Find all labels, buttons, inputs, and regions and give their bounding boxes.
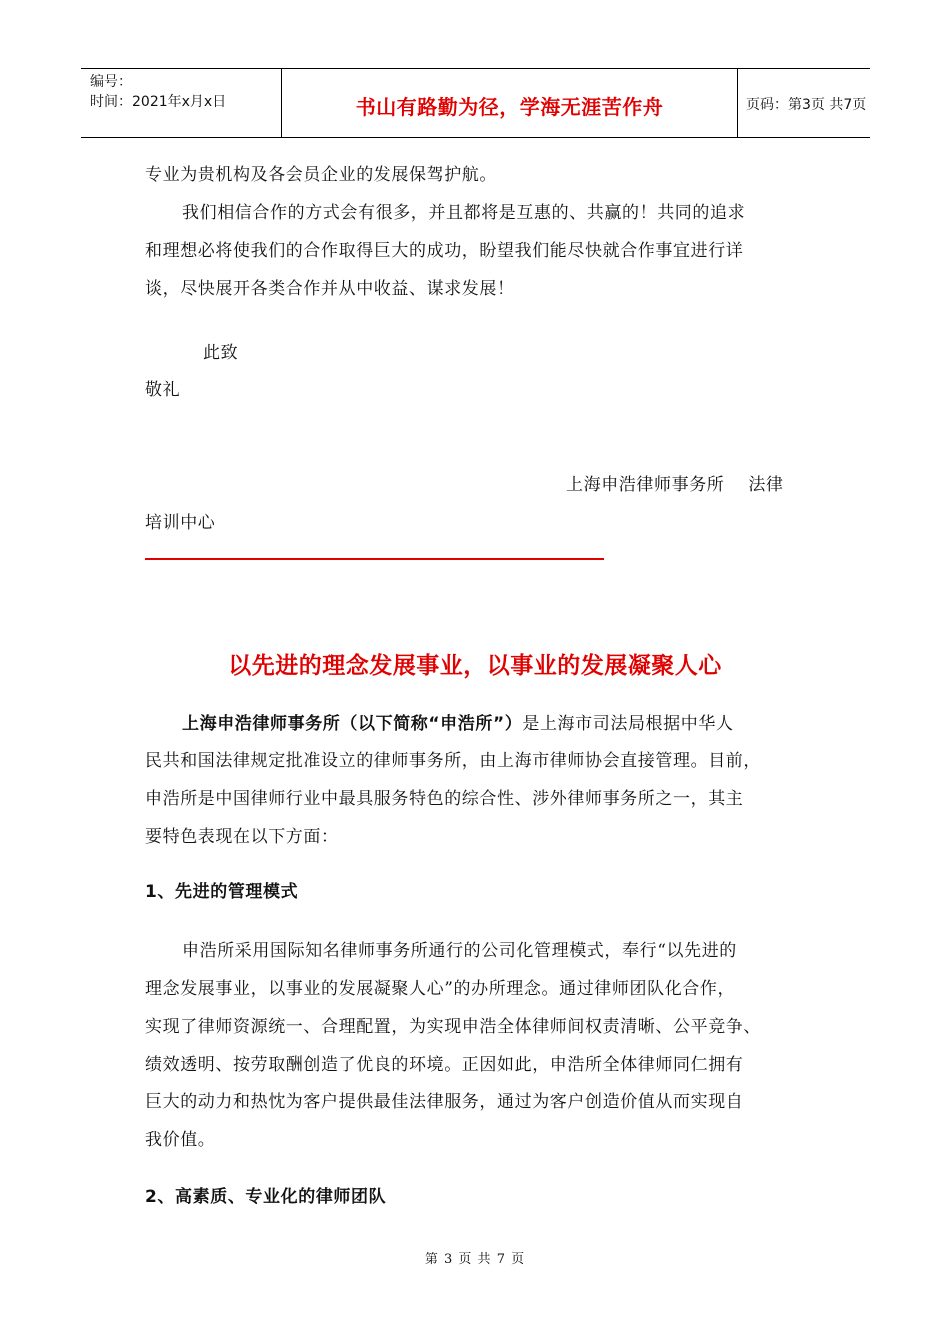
- article-intro-line-2: 民共和国法律规定批准设立的律师事务所，由上海市律师协会直接管理。目前，: [145, 751, 761, 771]
- section-1-line-1: 申浩所采用国际知名律师事务所通行的公司化管理模式，奉行“以先进的: [182, 941, 737, 961]
- section-1-line-2: 理念发展事业，以事业的发展凝聚人心”的办所理念。通过律师团队化合作，: [145, 979, 736, 999]
- letter-line-4: 谈，尽快展开各类合作并从中收益、谋求发展！: [145, 279, 515, 299]
- article-intro-rest: 是上海市司法局根据中华人: [522, 714, 734, 734]
- letter-line-1: 专业为贵机构及各会员企业的发展保驾护航。: [145, 165, 497, 185]
- header-motto-cell: [281, 69, 738, 137]
- header-motto: 书山有路勤为径，学海无涯苦作舟: [355, 95, 664, 119]
- section-1-line-6: 我价值。: [145, 1130, 216, 1150]
- section-1-heading: 1、先进的管理模式: [145, 882, 299, 902]
- page-header: [81, 68, 870, 138]
- document-number-label: 编号：: [90, 74, 132, 90]
- header-page-cell: [737, 69, 870, 137]
- section-1-line-3: 实现了律师资源统一、合理配置，为实现申浩全体律师间权责清晰、公平竞争、: [145, 1017, 761, 1037]
- header-page-number: 页码：第3页 共7页: [746, 97, 867, 113]
- document-time-label: 时间：2021年x月x日: [90, 94, 227, 110]
- section-2-heading: 2、高素质、专业化的律师团队: [145, 1187, 387, 1207]
- page-footer: 第 3 页 共 7 页: [424, 1252, 526, 1267]
- section-divider: [145, 558, 604, 560]
- section-1-line-5: 巨大的动力和热忱为客户提供最佳法律服务，通过为客户创造价值从而实现自: [145, 1092, 744, 1112]
- header-meta-cell: [81, 69, 281, 137]
- article-intro-line-4: 要特色表现在以下方面：: [145, 827, 339, 847]
- letter-line-2: 我们相信合作的方式会有很多，并且都将是互惠的、共赢的！共同的追求: [182, 203, 746, 223]
- article-title: 以先进的理念发展事业，以事业的发展凝聚人心: [228, 653, 722, 679]
- letter-line-3: 和理想必将使我们的合作取得巨大的成功，盼望我们能尽快就合作事宜进行详: [145, 241, 744, 261]
- article-intro-line-1: [182, 709, 734, 734]
- letter-signature-1: 上海申浩律师事务所 法律: [566, 475, 784, 495]
- article-intro-bold: 上海申浩律师事务所（以下简称“申浩所”）: [182, 714, 523, 734]
- letter-signature-2: 培训中心: [145, 513, 216, 533]
- article-intro-line-3: 申浩所是中国律师行业中最具服务特色的综合性、涉外律师事务所之一，其主: [145, 789, 744, 809]
- letter-closing-1: 此致: [203, 343, 239, 363]
- section-1-line-4: 绩效透明、按劳取酬创造了优良的环境。正因如此，申浩所全体律师同仁拥有: [145, 1055, 744, 1075]
- letter-closing-2: 敬礼: [145, 380, 181, 400]
